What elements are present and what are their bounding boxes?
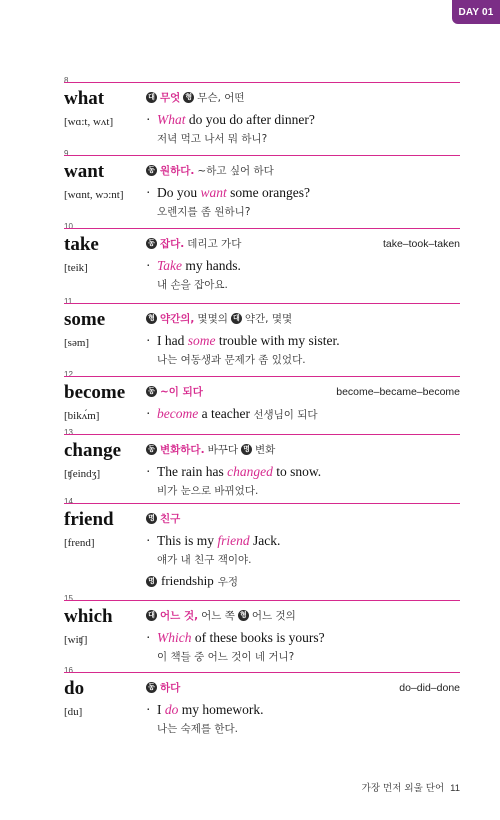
meaning: 잡다. — [160, 238, 185, 250]
headword: friend — [64, 509, 114, 530]
definition — [146, 163, 274, 178]
part-of-speech-badge: 동 — [146, 238, 157, 249]
entry-divider — [64, 82, 460, 83]
definition — [146, 680, 180, 695]
part-of-speech-badge: 동 — [146, 682, 157, 693]
entry-divider — [64, 672, 460, 673]
bullet: · — [146, 112, 151, 127]
definition — [146, 236, 241, 251]
example-translation: 비가 눈으로 바뀌었다. — [157, 485, 259, 497]
entry-number: 9 — [64, 149, 69, 158]
meaning: 약간의, — [160, 313, 195, 325]
entry-divider — [64, 600, 460, 601]
definition — [146, 442, 275, 457]
bullet: · — [146, 630, 151, 645]
example-translation: 이 책들 중 어느 것이 네 거니? — [157, 651, 295, 663]
meaning: 변화 — [255, 444, 276, 456]
part-of-speech-badge: 대 — [146, 610, 157, 621]
part-of-speech-badge: 형 — [238, 610, 249, 621]
definition — [146, 311, 292, 326]
headword: take — [64, 234, 99, 255]
example-after: trouble with my sister. — [215, 333, 340, 348]
example-after: do you do after dinner? — [185, 112, 315, 127]
entry-divider — [64, 228, 460, 229]
part-of-speech-badge: 형 — [183, 92, 194, 103]
meaning-extra: 바꾸다 — [207, 444, 238, 456]
entry-number: 13 — [64, 428, 73, 437]
example-translation: 저녁 먹고 나서 뭐 하니? — [157, 133, 268, 145]
bullet: · — [146, 185, 151, 200]
related-word-ko: 우정 — [217, 575, 239, 588]
example-after: of these books is yours? — [191, 630, 325, 645]
bullet: · — [146, 258, 151, 273]
meaning: 무엇 — [160, 92, 181, 104]
example-before: Do you — [157, 185, 201, 200]
bullet: · — [146, 702, 151, 717]
example-sentence — [146, 630, 325, 646]
headword: change — [64, 440, 121, 461]
page-number: 11 — [450, 783, 460, 794]
example-highlight: become — [157, 406, 199, 421]
entry-number: 12 — [64, 370, 73, 379]
example-sentence — [146, 533, 280, 549]
day-tab: DAY 01 — [452, 0, 500, 24]
headword: some — [64, 309, 106, 330]
part-of-speech-badge: 동 — [146, 444, 157, 455]
verb-forms: do–did–done — [399, 682, 460, 694]
verb-forms: become–became–become — [336, 386, 460, 398]
meaning: 하다 — [160, 682, 181, 694]
entry-number: 8 — [64, 76, 69, 85]
example-after: my homework. — [178, 702, 264, 717]
example-before: This is my — [157, 533, 218, 548]
meaning: 변화하다. — [160, 444, 205, 456]
example-translation: 얘가 내 친구 잭이야. — [157, 554, 252, 566]
meaning: 약간, 몇몇 — [244, 313, 293, 325]
pronunciation: [wɑnt, wɔ:nt] — [64, 189, 124, 201]
pronunciation: [ʧeindʒ] — [64, 468, 101, 480]
example-before: The rain has — [157, 464, 228, 479]
part-of-speech-badge: 대 — [231, 313, 242, 324]
definition — [146, 90, 245, 105]
example-sentence — [146, 333, 340, 349]
headword: which — [64, 606, 113, 627]
meaning-extra: 몇몇의 — [197, 313, 228, 325]
pronunciation: [səm] — [64, 337, 90, 349]
pronunciation: [du] — [64, 706, 83, 718]
meaning-extra: 데리고 가다 — [187, 238, 242, 250]
definition — [146, 384, 203, 399]
footer-title: 가장 먼저 외울 단어 — [361, 783, 445, 794]
pronunciation: [bikʌ́m] — [64, 410, 100, 422]
meaning: ~이 되다 — [160, 386, 203, 398]
entry-number: 15 — [64, 594, 73, 603]
meaning: 어느 것, — [160, 610, 199, 622]
part-of-speech-badge: 명 — [146, 576, 157, 587]
example-sentence — [146, 258, 241, 274]
page-footer — [362, 780, 460, 794]
definition — [146, 511, 180, 526]
example-before: I — [157, 702, 165, 717]
meaning: 친구 — [160, 513, 181, 525]
example-highlight: do — [164, 702, 179, 717]
meaning-extra: ~하고 싶어 하다 — [197, 165, 274, 177]
entry-divider — [64, 303, 460, 304]
bullet: · — [146, 533, 151, 548]
related-word-en: friendship — [161, 573, 214, 588]
meaning-extra: 어느 쪽 — [201, 610, 235, 622]
example-translation: 나는 숙제를 한다. — [157, 723, 239, 735]
example-after: some oranges? — [226, 185, 310, 200]
pronunciation: [wɑ:t, wʌt] — [64, 116, 114, 128]
example-highlight: Take — [157, 258, 183, 273]
headword: become — [64, 382, 126, 403]
example-highlight: some — [187, 333, 216, 348]
example-translation: 나는 여동생과 문제가 좀 있었다. — [157, 354, 306, 366]
example-translation: 오렌지를 좀 원하니? — [157, 206, 251, 218]
example-translation: 내 손을 잡아요. — [157, 279, 228, 291]
entry-divider — [64, 434, 460, 435]
example-sentence — [146, 406, 318, 422]
related-word — [146, 573, 238, 589]
pronunciation: [wiʧ] — [64, 634, 88, 646]
example-highlight: want — [200, 185, 227, 200]
example-sentence — [146, 185, 310, 201]
entry-divider — [64, 376, 460, 377]
definition — [146, 608, 296, 623]
entry-number: 14 — [64, 497, 73, 506]
verb-forms: take–took–taken — [382, 238, 460, 250]
entry-divider — [64, 503, 460, 504]
bullet: · — [146, 406, 151, 421]
entry-divider — [64, 155, 460, 156]
headword: do — [64, 678, 85, 699]
part-of-speech-badge: 형 — [146, 313, 157, 324]
entry-number: 11 — [64, 297, 73, 306]
example-highlight: Which — [157, 630, 192, 645]
bullet: · — [146, 333, 151, 348]
example-after: my hands. — [182, 258, 241, 273]
part-of-speech-badge: 명 — [146, 513, 157, 524]
bullet: · — [146, 464, 151, 479]
pronunciation: [teik] — [64, 262, 88, 274]
example-after: Jack. — [249, 533, 281, 548]
example-sentence — [146, 112, 315, 128]
part-of-speech-badge: 대 — [146, 92, 157, 103]
headword: want — [64, 161, 105, 182]
example-sentence — [146, 702, 264, 718]
meaning: 원하다. — [160, 165, 195, 177]
meaning: 어느 것의 — [251, 610, 296, 622]
example-before: I had — [157, 333, 188, 348]
entry-number: 10 — [64, 222, 73, 231]
example-after: a teacher — [198, 406, 254, 421]
meaning: 무슨, 어떤 — [197, 92, 245, 104]
example-korean: 선생님이 되다 — [253, 409, 318, 421]
example-highlight: changed — [227, 464, 273, 479]
part-of-speech-badge: 동 — [146, 165, 157, 176]
example-sentence — [146, 464, 321, 480]
part-of-speech-badge: 동 — [146, 386, 157, 397]
example-highlight: What — [157, 112, 186, 127]
part-of-speech-badge: 명 — [241, 444, 252, 455]
entry-number: 16 — [64, 666, 73, 675]
pronunciation: [frend] — [64, 537, 95, 549]
headword: what — [64, 88, 105, 109]
example-after: to snow. — [272, 464, 322, 479]
example-highlight: friend — [217, 533, 250, 548]
